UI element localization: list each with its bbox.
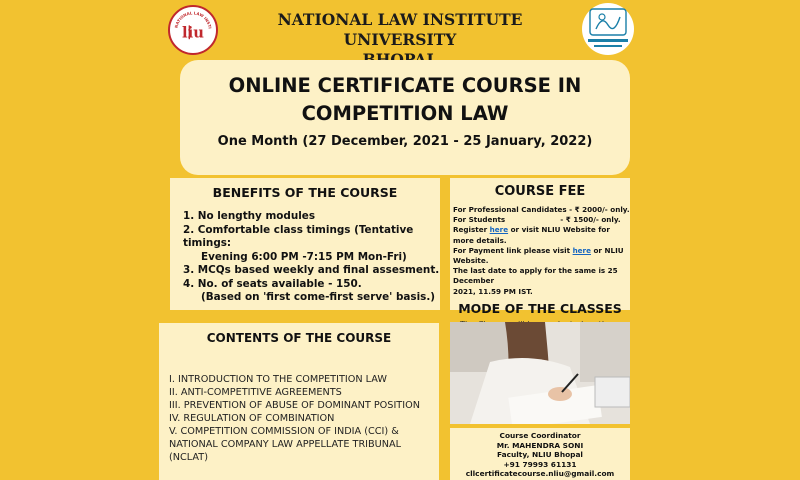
fee-students: For Students - ₹ 1500/- only. xyxy=(453,215,621,225)
contents-list xyxy=(169,373,439,464)
benefit-item-continuation: Evening 6:00 PM -7:15 PM Mon-Fri) xyxy=(201,250,407,263)
benefit-item: 4. No. of seats available - 150. xyxy=(183,277,362,290)
payment-suffix: or NLIU Website. xyxy=(453,245,624,266)
register-suffix: or visit NLIU Website for more details. xyxy=(453,225,610,245)
contents-item: V. COMPETITION COMMISSION OF INDIA (CCI) & xyxy=(169,426,399,437)
register-line xyxy=(453,225,630,245)
course-title-line1: ONLINE CERTIFICATE COURSE IN xyxy=(228,74,582,97)
benefit-item: 2. Comfortable class timings (Tentative timings: xyxy=(183,223,414,249)
contents-item: (NCLAT) xyxy=(169,452,208,463)
contents-item: NATIONAL COMPANY LAW APPELLATE TRIBUNAL xyxy=(169,439,402,450)
coordinator-label: Course Coordinator xyxy=(499,431,581,440)
coordinator-name: Mr. MAHENDRA SONI xyxy=(496,440,584,450)
benefit-item-continuation: (Based on 'first come-first serve' basis.) xyxy=(201,291,436,303)
fee-heading: COURSE FEE xyxy=(494,184,586,199)
coordinator-designation: Faculty, NLIU Bhopal xyxy=(497,450,583,460)
contents-item: IV. REGULATION OF COMBINATION xyxy=(169,413,335,424)
contents-item: I. INTRODUCTION TO THE COMPETITION LAW xyxy=(169,374,387,385)
contents-heading: CONTENTS OF THE COURSE xyxy=(206,331,392,345)
register-link[interactable]: here xyxy=(489,225,509,235)
university-name: NATIONAL LAW INSTITUTE UNIVERSITY xyxy=(277,10,523,49)
benefit-item: 3. MCQs based weekly and final assesment. xyxy=(183,264,440,276)
hero-banner xyxy=(180,60,630,175)
svg-text:NATIONAL LAW INSTITUTE UNIVERS: NATIONAL LAW INSTI xyxy=(173,10,213,29)
coordinator-card xyxy=(450,428,630,480)
fee-card xyxy=(450,178,630,316)
deadline-line1: The last date to apply for the same is 25 December xyxy=(453,266,618,286)
coordinator-email[interactable]: cllcertificatecourse.nliu@gmail.com xyxy=(465,469,615,479)
svg-text:liu: liu xyxy=(182,24,204,42)
payment-link[interactable]: here xyxy=(572,245,591,255)
benefit-item: 1. No lengthy modules xyxy=(183,210,316,222)
contents-item: III. PREVENTION OF ABUSE OF DOMINANT POSITION xyxy=(169,400,420,411)
course-title xyxy=(180,72,630,128)
course-duration: One Month (27 December, 2021 - 25 January, 2022) xyxy=(217,134,593,149)
contents-item: II. ANTI-COMPETITIVE AGREEMENTS xyxy=(169,387,342,398)
fee-details xyxy=(453,205,630,297)
payment-prefix: For Payment link please visit xyxy=(453,245,573,255)
benefits-list xyxy=(183,210,440,305)
contents-card xyxy=(159,323,439,480)
nliu-logo xyxy=(168,5,218,55)
mode-heading: MODE OF THE CLASSES xyxy=(458,300,622,316)
benefits-heading: BENEFITS OF THE COURSE xyxy=(212,185,398,200)
payment-line xyxy=(453,246,630,266)
benefits-card xyxy=(170,178,440,310)
deadline-line2: 2021, 11.59 PM IST. xyxy=(453,286,533,296)
cllc-logo xyxy=(582,3,634,55)
register-prefix: Register xyxy=(453,225,490,235)
coordinator-phone: +91 79993 61131 xyxy=(503,459,577,469)
fee-professional: For Professional Candidates - ₹ 2000/- only. xyxy=(453,205,630,214)
course-title-line2: COMPETITION LAW xyxy=(301,102,509,125)
student-writing-photo xyxy=(450,322,630,424)
